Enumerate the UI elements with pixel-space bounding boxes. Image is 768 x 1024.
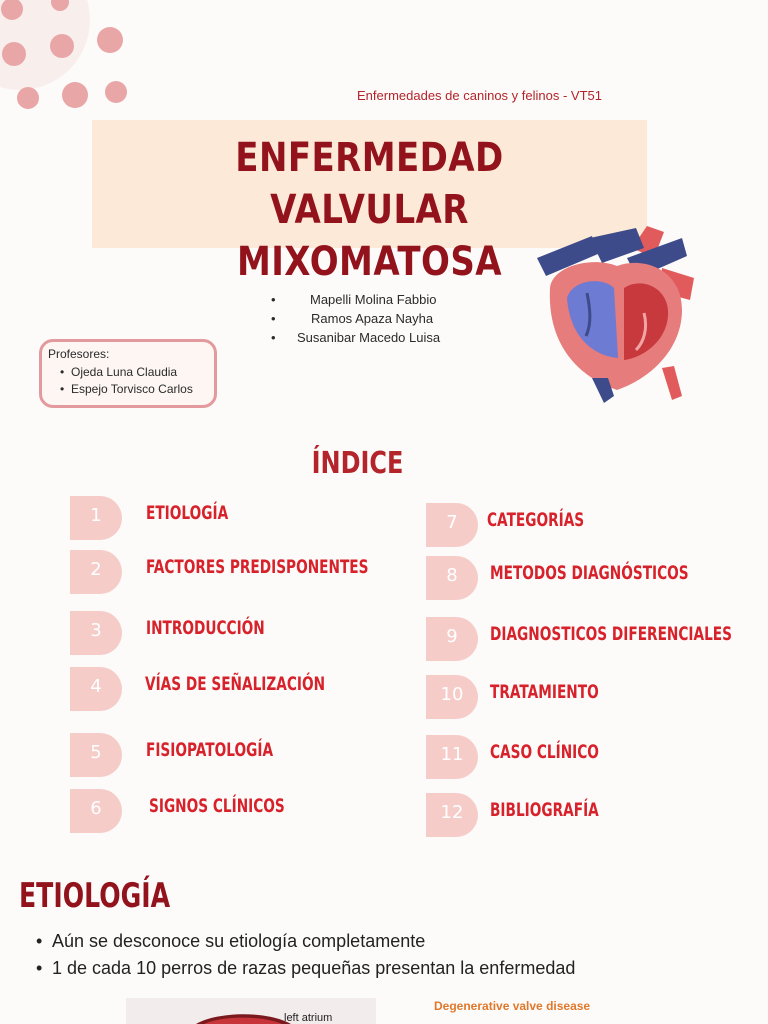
index-label: SIGNOS CLÍNICOS <box>149 795 285 817</box>
professors-list <box>60 364 193 398</box>
author-item: • Mapelli Molina Fabbio <box>265 290 440 309</box>
index-label: METODOS DIAGNÓSTICOS <box>490 562 689 584</box>
index-number: 7 <box>426 503 478 547</box>
figure-title: Degenerative valve disease <box>434 999 591 1013</box>
etiologia-bullet: • 1 de cada 10 perros de razas pequeñas presentan la enfermedad <box>36 956 575 983</box>
index-label: TRATAMIENTO <box>490 681 599 703</box>
etiologia-bullet: • Aún se desconoce su etiología completamente <box>36 929 575 956</box>
index-label: CATEGORÍAS <box>487 509 585 531</box>
index-number: 5 <box>70 733 122 777</box>
professor-item: • Espejo Torvisco Carlos <box>60 381 193 398</box>
authors-list <box>265 290 440 347</box>
index-label: INTRODUCCIÓN <box>146 617 265 639</box>
index-label: BIBLIOGRAFÍA <box>490 799 599 821</box>
index-number: 2 <box>70 550 122 594</box>
title-line-1: ENFERMEDAD VALVULAR <box>235 135 504 233</box>
etiologia-title: ETIOLOGÍA <box>19 876 171 916</box>
index-label: ETIOLOGÍA <box>146 502 229 524</box>
index-title: ÍNDICE <box>311 446 404 481</box>
index-number: 8 <box>426 556 478 600</box>
index-number: 10 <box>426 675 478 719</box>
left-atrium-figure <box>126 998 376 1024</box>
heart-icon <box>532 218 702 406</box>
index-number: 3 <box>70 611 122 655</box>
index-label: FISIOPATOLOGÍA <box>146 739 274 761</box>
index-label: VÍAS DE SEÑALIZACIÓN <box>145 673 326 695</box>
index-number: 11 <box>426 735 478 779</box>
index-label: FACTORES PREDISPONENTES <box>146 556 369 578</box>
index-number: 4 <box>70 667 122 711</box>
course-name: Enfermedades de caninos y felinos - VT51 <box>357 88 602 103</box>
index-label: DIAGNOSTICOS DIFERENCIALES <box>490 623 732 645</box>
index-number: 12 <box>426 793 478 837</box>
author-item: • Susanibar Macedo Luisa <box>265 328 440 347</box>
index-number: 1 <box>70 496 122 540</box>
author-item: • Ramos Apaza Nayha <box>265 309 440 328</box>
left-atrium-label: left atrium <box>284 1012 333 1024</box>
pink-dots-decoration <box>0 0 140 115</box>
etiologia-list <box>36 929 575 983</box>
index-number: 6 <box>70 789 122 833</box>
professor-item: • Ojeda Luna Claudia <box>60 364 193 381</box>
atrium-shape-icon <box>126 998 376 1024</box>
title-line-2: MIXOMATOSA <box>236 239 503 285</box>
index-label: CASO CLÍNICO <box>490 741 599 763</box>
index-number: 9 <box>426 617 478 661</box>
professors-title: Profesores: <box>48 347 110 361</box>
